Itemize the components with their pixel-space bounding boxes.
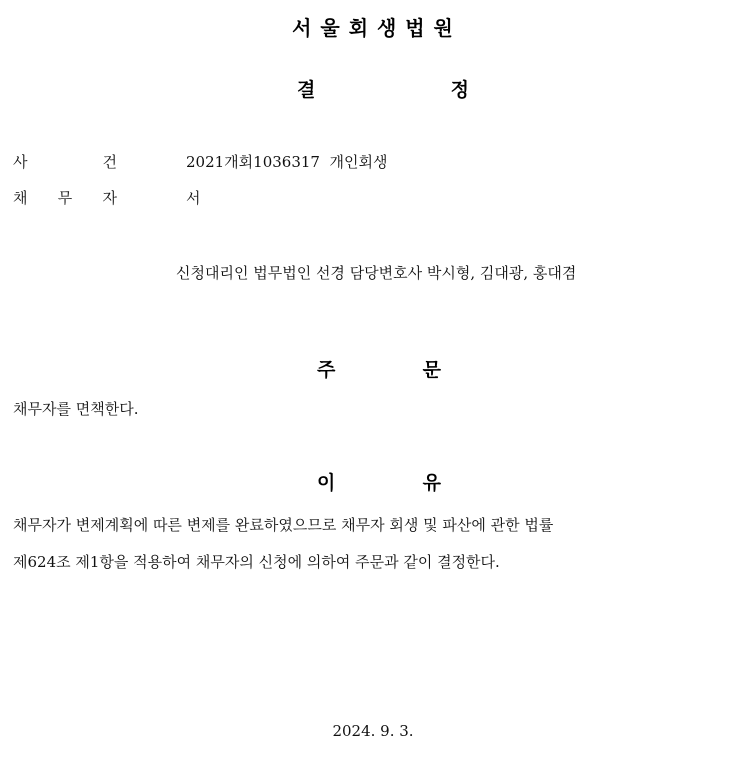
reason-heading: [317, 468, 441, 495]
reason-line: 제624조 제1항을 적용하여 채무자의 신청에 의하여 주문과 같이 결정한다.: [13, 553, 500, 571]
order-heading: [317, 355, 441, 382]
document-title: [297, 75, 469, 102]
decision-date: 2024. 9. 3.: [332, 722, 414, 740]
debtor-label-char: 채: [13, 189, 28, 207]
order-text: 채무자를 면책한다.: [13, 400, 139, 418]
court-name: 서 울 회 생 법 원: [292, 16, 454, 40]
reason-line: 채무자가 변제계획에 따른 변제를 완료하였으므로 채무자 회생 및 파산에 관한 법률: [13, 516, 554, 534]
document-title-char: 결: [297, 79, 316, 101]
document-title-char: 정: [450, 79, 469, 101]
case-label: [13, 151, 117, 172]
case-number: 2021개회1036317 개인회생: [186, 153, 388, 171]
debtor-label-char: 자: [102, 189, 117, 207]
case-label-char: 건: [102, 153, 117, 171]
order-heading-char: 문: [422, 359, 441, 381]
debtor-label-char: 무: [57, 189, 73, 207]
debtor-label: [13, 187, 117, 208]
case-label-char: 사: [13, 153, 28, 171]
debtor-name: 서: [186, 189, 201, 207]
representative-line: 신청대리인 법무법인 선경 담당변호사 박시형, 김대광, 홍대겸: [176, 264, 577, 282]
order-heading-char: 주: [317, 359, 336, 381]
reason-heading-char: 이: [317, 472, 336, 494]
reason-heading-char: 유: [422, 472, 441, 494]
